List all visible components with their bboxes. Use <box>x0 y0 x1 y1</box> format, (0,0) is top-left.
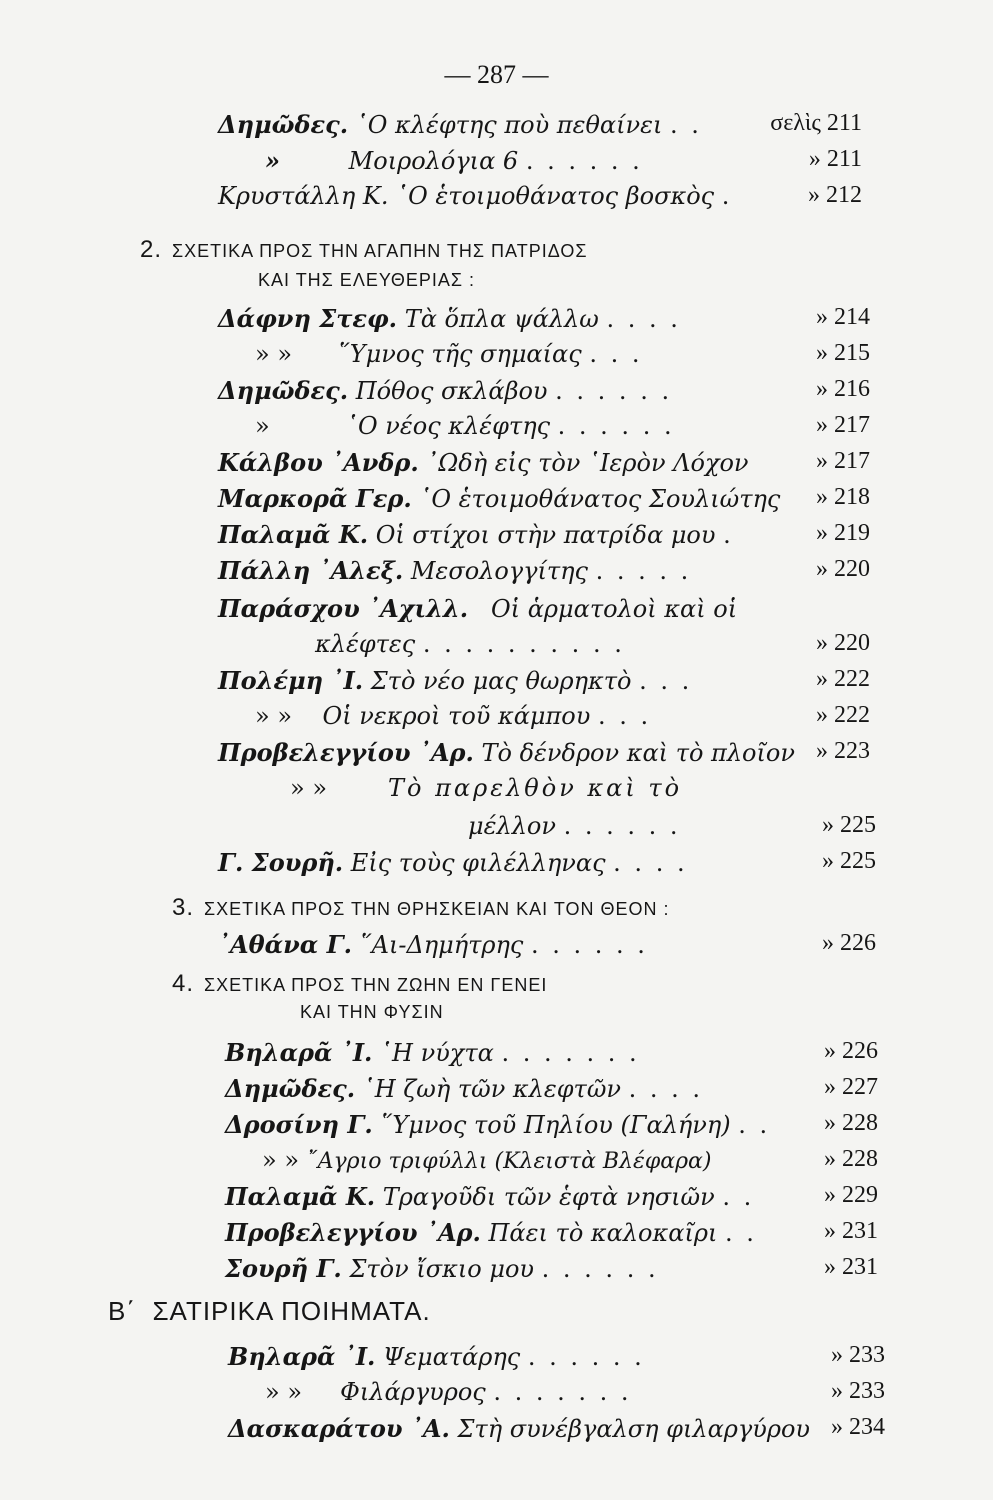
entry-author: Δροσίνη Γ. <box>225 1110 373 1139</box>
entry-author: Δημῶδες. <box>218 376 349 405</box>
entry-page: » 225 <box>822 848 876 874</box>
entry-author: Μαρκορᾶ Γερ. <box>218 484 412 513</box>
entry-leader: . <box>723 521 734 549</box>
entry-leader: . . . . . . . <box>493 1378 632 1406</box>
entry-title: Τὸ δένδρον καὶ τὸ πλοῖον <box>481 739 795 767</box>
entry-leader: . . . . . . <box>557 412 675 440</box>
entry-title: ῾Ο κλέφτης ποὺ πεθαίνει <box>355 111 663 139</box>
entry-page: » 229 <box>824 1182 878 1208</box>
toc-entry <box>255 340 642 374</box>
part-heading <box>108 1296 431 1327</box>
entry-page: » 216 <box>816 376 870 402</box>
entry-page: » 225 <box>822 812 876 838</box>
entry-author: Κάλβου ᾿Ανδρ. <box>218 448 419 477</box>
entry-page: » 231 <box>824 1218 878 1244</box>
entry-author: Παράσχου ᾿Αχιλλ. <box>218 594 469 623</box>
toc-entry <box>225 1110 770 1144</box>
entry-author: Δασκαράτου ᾿Α. <box>228 1414 450 1443</box>
toc-entry <box>225 1254 659 1288</box>
entry-leader: . . . . . . <box>531 931 648 959</box>
entry-page: » 220 <box>816 556 870 582</box>
toc-entry <box>290 774 682 808</box>
entry-author: Προβελεγγίου ᾿Αρ. <box>218 738 474 767</box>
entry-leader: . . . . . . <box>527 1343 645 1371</box>
toc-entry <box>218 448 749 482</box>
toc-entry <box>225 1074 703 1108</box>
entry-page: » 228 <box>824 1110 878 1136</box>
entry-title: Οἱ στίχοι στὴν πατρίδα μου <box>375 521 716 549</box>
entry-leader: . <box>721 182 733 210</box>
entry-title: Μεσολογγίτης <box>410 557 588 585</box>
entry-title: ῾Ο ἑτοιμοθάνατος βοσκὸς <box>396 182 715 210</box>
toc-entry <box>218 930 648 964</box>
entry-author: » » <box>290 774 327 802</box>
toc-entry <box>218 666 692 700</box>
toc-entry <box>265 146 643 180</box>
entry-leader: . . . <box>589 340 643 368</box>
entry-author: Βηλαρᾶ ᾿Ι. <box>228 1342 376 1371</box>
toc-entry <box>218 484 780 518</box>
entry-author: » » <box>262 1146 299 1174</box>
section-title: ΣΧΕΤΙΚΑ ΠΡΟΣ ΤΗΝ ΘΡΗΣΚΕΙΑΝ ΚΑΙ ΤΟΝ ΘΕΟΝ : <box>204 899 670 919</box>
toc-entry <box>218 848 688 882</box>
entry-leader: . . . . . . <box>525 147 643 175</box>
entry-title: Τὸ παρελθὸν καὶ τὸ <box>388 774 683 802</box>
entry-leader: . . <box>670 111 702 139</box>
entry-title: Φιλάργυρος <box>340 1378 486 1406</box>
entry-leader: . . . . . . . <box>501 1039 640 1067</box>
entry-title: Μοιρολόγια 6 <box>348 147 519 175</box>
toc-entry <box>265 1378 632 1412</box>
entry-page: » 222 <box>816 666 870 692</box>
entry-page: » 211 <box>808 146 862 172</box>
entry-title: ῾Η ζωὴ τῶν κλεφτῶν <box>362 1075 621 1103</box>
toc-entry <box>225 1038 640 1072</box>
entry-author: Παλαμᾶ Κ. <box>225 1182 376 1211</box>
entry-page: » 227 <box>824 1074 878 1100</box>
entry-leader: . . <box>722 1183 755 1211</box>
entry-page: » 212 <box>808 182 862 208</box>
entry-page: » 214 <box>816 304 870 330</box>
toc-entry <box>255 412 675 446</box>
toc-entry <box>225 1218 757 1252</box>
section-heading-cont: ΚΑΙ ΤΗΝ ΦΥΣΙΝ <box>300 1002 444 1022</box>
section-number: 3. <box>172 894 195 921</box>
entry-page: σελὶς 211 <box>770 110 862 136</box>
entry-author: Προβελεγγίου ᾿Αρ. <box>225 1218 481 1247</box>
entry-leader: . . . . . . <box>541 1255 659 1283</box>
entry-title: ῾Ο ἑτοιμοθάνατος Σουλιώτης <box>419 485 781 513</box>
entry-title: Οἱ ἁρματολοὶ καὶ οἱ <box>491 595 738 623</box>
entry-title: Τραγοῦδι τῶν ἑφτὰ νησιῶν <box>382 1183 715 1211</box>
entry-page: » 219 <box>816 520 870 546</box>
entry-leader: . . . . <box>606 305 681 333</box>
entry-title: ῞Αι-Δημήτρης <box>359 931 524 959</box>
entry-author: Παλαμᾶ Κ. <box>218 520 369 549</box>
entry-title: Ψεματάρης <box>383 1343 521 1371</box>
part-label: Β΄ <box>108 1296 136 1326</box>
section-title: ΣΧΕΤΙΚΑ ΠΡΟΣ ΤΗΝ ΖΩΗΝ ΕΝ ΓΕΝΕΙ <box>204 975 548 995</box>
entry-author: » » <box>265 1378 302 1406</box>
entry-leader: . . . . <box>613 849 688 877</box>
section-number: 4. <box>172 970 195 997</box>
entry-title: ᾿Ωδὴ εἰς τὸν ῾Ιερὸν Λόχον <box>426 449 749 477</box>
entry-page: » 222 <box>816 702 870 728</box>
part-title: ΣΑΤΙΡΙΚΑ ΠΟΙΗΜΑΤΑ. <box>152 1296 431 1326</box>
entry-title: κλέφτες <box>315 630 416 658</box>
entry-page: » 231 <box>824 1254 878 1280</box>
entry-leader: . . . <box>597 702 652 730</box>
page-number: — 287 — <box>444 60 549 89</box>
toc-entry <box>225 1182 754 1216</box>
entry-leader: . . . . . . . . . . <box>422 630 625 658</box>
toc-entry <box>218 182 732 216</box>
entry-page: » 218 <box>816 484 870 510</box>
entry-page: » 220 <box>816 630 870 656</box>
entry-author: ᾿Αθάνα Γ. <box>218 930 352 959</box>
entry-title: Οἱ νεκροὶ τοῦ κάμπου <box>322 702 591 730</box>
entry-title: ῾Ο νέος κλέφτης <box>345 412 551 440</box>
entry-author: » » <box>255 702 292 730</box>
entry-title: Τὰ ὅπλα ψάλλω <box>404 305 599 333</box>
entry-author: Βηλαρᾶ ᾿Ι. <box>225 1038 373 1067</box>
entry-page: » 233 <box>831 1378 885 1404</box>
entry-author: Πάλλη ᾿Αλεξ. <box>218 556 404 585</box>
entry-leader: . . . . . . <box>555 377 673 405</box>
toc-entry <box>315 630 625 664</box>
section-heading <box>140 236 588 264</box>
toc-entry <box>255 702 651 736</box>
entry-leader: . . . . . . <box>563 812 681 840</box>
section-number: 2. <box>140 236 163 263</box>
entry-author: Γ. Σουρῆ. <box>218 848 344 877</box>
entry-title: μέλλον <box>468 812 556 840</box>
entry-author: Κρυστάλλη Κ. <box>218 182 389 210</box>
entry-author: Δημῶδες. <box>218 110 349 139</box>
toc-entry <box>228 1414 810 1448</box>
entry-page: » 223 <box>816 738 870 764</box>
entry-author: Δάφνη Στεφ. <box>218 304 398 333</box>
section-heading-cont: ΚΑΙ ΤΗΣ ΕΛΕΥΘΕΡΙΑΣ : <box>258 270 475 290</box>
toc-entry <box>218 304 681 338</box>
entry-author: » <box>265 146 280 175</box>
toc-entry <box>218 594 737 628</box>
toc-entry <box>218 376 672 410</box>
toc-entry <box>262 1146 711 1180</box>
entry-title: ῎Αγριο τριφύλλι (Κλειστὰ Βλέφαρα) <box>306 1149 712 1174</box>
entry-leader: . . . <box>639 667 693 695</box>
toc-entry <box>218 556 691 590</box>
entry-page: » 226 <box>824 1038 878 1064</box>
entry-title: Εἰς τοὺς φιλέλληνας <box>350 849 606 877</box>
entry-page: » 234 <box>831 1414 885 1440</box>
entry-author: Σουρῆ Γ. <box>225 1254 342 1283</box>
entry-page: » 226 <box>822 930 876 956</box>
toc-entry <box>218 520 734 554</box>
entry-title: Στὴ συνέβγαλση φιλαργύρου <box>457 1415 810 1443</box>
entry-title: Πάει τὸ καλοκαῖρι <box>488 1219 718 1247</box>
entry-title: ῞Υμνος τῆς σημαίας <box>337 340 582 368</box>
entry-page: » 215 <box>816 340 870 366</box>
entry-leader: . . <box>738 1111 771 1139</box>
entry-title: Πόθος σκλάβου <box>355 377 548 405</box>
entry-author: Πολέμη ᾿Ι. <box>218 666 364 695</box>
entry-leader: . . <box>725 1219 757 1247</box>
entry-title: ῞Υμνος τοῦ Πηλίου (Γαλήνη) <box>380 1111 731 1139</box>
entry-author: » <box>255 412 270 440</box>
entry-title: Στὸν ἴσκιο μου <box>349 1255 535 1283</box>
entry-title: ῾Η νύχτα <box>380 1039 494 1067</box>
toc-entry <box>228 1342 645 1376</box>
section-heading <box>172 970 547 998</box>
entry-leader: . . . . <box>628 1075 704 1103</box>
entry-page: » 233 <box>831 1342 885 1368</box>
toc-entry <box>218 110 702 144</box>
section-heading <box>172 894 670 922</box>
entry-page: » 228 <box>824 1146 878 1172</box>
entry-page: » 217 <box>816 412 870 438</box>
entry-title: Στὸ νέο μας θωρηκτὸ <box>370 667 632 695</box>
entry-author: » » <box>255 340 292 368</box>
entry-leader: . . . . . <box>595 557 692 585</box>
toc-entry <box>218 738 795 772</box>
section-title: ΣΧΕΤΙΚΑ ΠΡΟΣ ΤΗΝ ΑΓΑΠΗΝ ΤΗΣ ΠΑΤΡΙΔΟΣ <box>172 241 588 261</box>
toc-entry <box>468 812 681 846</box>
entry-author: Δημῶδες. <box>225 1074 356 1103</box>
entry-page: » 217 <box>816 448 870 474</box>
